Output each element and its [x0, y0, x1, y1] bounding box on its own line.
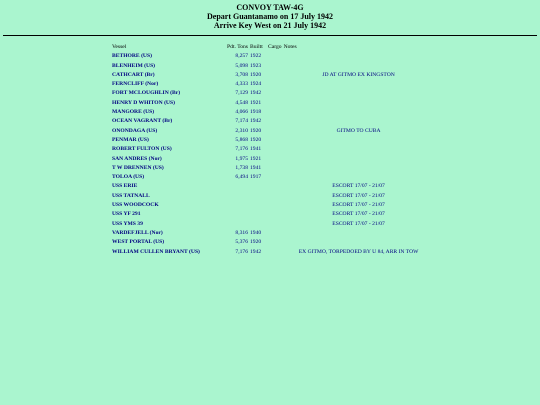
cell-cargo	[267, 173, 283, 182]
table-row	[111, 192, 435, 201]
cell-tons: 4,333	[235, 81, 248, 88]
cell-vessel: USS WOODCOCK	[112, 202, 159, 209]
cell-tons	[213, 210, 249, 219]
cell-built: 1918	[250, 109, 262, 116]
cell-cargo	[267, 99, 283, 108]
cell-vessel: FERNCLIFF (Nor)	[112, 81, 159, 88]
table-row	[111, 127, 435, 136]
cell-cargo	[267, 220, 283, 229]
cell-cargo	[267, 136, 283, 145]
cell-tons: 5,868	[235, 136, 248, 143]
depart-line: Depart Guantanamo on 17 July 1942	[206, 12, 333, 21]
cell-vessel: WEST PORTAL (US)	[112, 239, 165, 246]
cell-built: 1942	[250, 118, 262, 125]
cell-cargo	[267, 89, 283, 98]
cell-notes: JD AT GITMO EX KINGSTON	[322, 71, 395, 78]
cell-cargo	[267, 182, 283, 191]
cell-built	[249, 182, 267, 191]
cell-tons	[213, 182, 249, 191]
cell-tons: 5,098	[235, 62, 248, 69]
table-row	[111, 164, 435, 173]
table-row	[111, 145, 435, 154]
header-divider	[3, 35, 537, 36]
cell-built: 1924	[250, 81, 262, 88]
cell-notes	[283, 229, 435, 238]
cell-tons: 7,176	[235, 248, 248, 255]
col-built: Builtt	[250, 44, 263, 50]
cell-notes	[283, 80, 435, 89]
cell-tons: 3,708	[235, 71, 248, 78]
cell-cargo	[267, 238, 283, 247]
cell-built: 1921	[250, 155, 262, 162]
cell-tons: 4,548	[235, 99, 248, 106]
table-row	[111, 62, 435, 71]
cell-vessel: FORT MCLOUGHLIN (Br)	[112, 90, 181, 97]
cell-vessel: HENRY D WHITON (US)	[112, 99, 175, 106]
cell-built	[249, 192, 267, 201]
cell-vessel: BLENHEIM (US)	[112, 62, 156, 69]
cell-vessel: VARDEFJELL (Nor)	[112, 229, 163, 236]
cell-cargo	[267, 127, 283, 136]
cell-cargo	[267, 108, 283, 117]
col-cargo: Cargo	[268, 44, 282, 50]
cell-built: 1942	[250, 90, 262, 97]
arrive-line: Arrive Key West on 21 July 1942	[213, 21, 327, 30]
cell-vessel: USS YMS 39	[112, 220, 143, 227]
cell-tons: 7,129	[235, 90, 248, 97]
cell-notes	[283, 173, 435, 182]
col-tons: Pdt. Tons	[227, 44, 248, 50]
table-row	[111, 248, 435, 257]
cell-cargo	[267, 62, 283, 71]
cell-vessel: ONONDAGA (US)	[112, 127, 158, 134]
cell-notes	[283, 238, 435, 247]
table-row	[111, 155, 435, 164]
cell-notes	[283, 99, 435, 108]
cell-tons: 8,316	[235, 229, 248, 236]
cell-built: 1917	[250, 174, 262, 181]
table-row	[111, 71, 435, 80]
cell-tons: 8,257	[235, 53, 248, 60]
cell-vessel: SAN ANDRES (Nor)	[112, 155, 162, 162]
table-row	[111, 80, 435, 89]
table-row	[111, 238, 435, 247]
table-header-row	[111, 43, 435, 52]
table-row	[111, 182, 435, 191]
cell-notes	[283, 136, 435, 145]
cell-cargo	[267, 248, 283, 257]
table-row	[111, 108, 435, 117]
cell-cargo	[267, 210, 283, 219]
cell-tons: 2,310	[235, 127, 248, 134]
cell-vessel: WILLIAM CULLEN BRYANT (US)	[112, 248, 200, 255]
table-row	[111, 229, 435, 238]
cell-notes	[283, 52, 435, 61]
convoy-table	[111, 43, 435, 257]
cell-notes: ESCORT 17/07 - 21/07	[332, 202, 385, 209]
cell-cargo	[267, 71, 283, 80]
cell-vessel: CATHCART (Br)	[112, 71, 155, 78]
cell-built: 1942	[250, 248, 262, 255]
cell-notes: ESCORT 17/07 - 21/07	[332, 183, 385, 190]
cell-cargo	[267, 52, 283, 61]
cell-tons: 4,066	[235, 109, 248, 116]
cell-built: 1941	[250, 164, 262, 171]
table-row	[111, 99, 435, 108]
cell-tons	[213, 220, 249, 229]
cell-vessel: MANGORE (US)	[112, 109, 155, 116]
cell-notes: ESCORT 17/07 - 21/07	[332, 211, 385, 218]
table-row	[111, 136, 435, 145]
cell-cargo	[267, 164, 283, 173]
cell-cargo	[267, 117, 283, 126]
cell-notes: ESCORT 17/07 - 21/07	[332, 220, 385, 227]
cell-built: 1920	[250, 239, 262, 246]
cell-vessel: USS ERIE	[112, 183, 138, 190]
cell-built: 1941	[250, 146, 262, 153]
cell-tons: 7,176	[235, 146, 248, 153]
table-row	[111, 173, 435, 182]
page-header	[0, 0, 540, 30]
cell-vessel: OCEAN VAGRANT (Br)	[112, 118, 173, 125]
cell-built: 1921	[250, 99, 262, 106]
table-row	[111, 52, 435, 61]
cell-notes	[283, 108, 435, 117]
cell-vessel: BETHORE (US)	[112, 53, 152, 60]
cell-notes	[283, 89, 435, 98]
cell-built: 1922	[250, 53, 262, 60]
table-row	[111, 220, 435, 229]
cell-tons	[213, 201, 249, 210]
cell-notes: ESCORT 17/07 - 21/07	[332, 192, 385, 199]
cell-notes: GITMO TO CUBA	[336, 127, 381, 134]
cell-tons: 1,975	[235, 155, 248, 162]
cell-tons: 5,376	[235, 239, 248, 246]
cell-notes	[283, 145, 435, 154]
cell-cargo	[267, 201, 283, 210]
cell-tons: 1,738	[235, 164, 248, 171]
cell-built: 1920	[250, 136, 262, 143]
convoy-title: CONVOY TAW-4G	[236, 3, 304, 12]
cell-vessel: T W DRENNEN (US)	[112, 164, 164, 171]
cell-notes	[283, 164, 435, 173]
cell-notes	[283, 117, 435, 126]
col-notes: Notes	[283, 44, 297, 50]
cell-cargo	[267, 145, 283, 154]
table-row	[111, 201, 435, 210]
cell-notes: EX GITMO, TORPEDOED BY U 84, ARR IN TOW	[298, 248, 419, 255]
cell-built	[249, 210, 267, 219]
cell-vessel: USS TATNALL	[112, 192, 150, 199]
cell-built	[249, 201, 267, 210]
cell-cargo	[267, 229, 283, 238]
table-row	[111, 210, 435, 219]
cell-cargo	[267, 192, 283, 201]
cell-vessel: ROBERT FULTON (US)	[112, 146, 172, 153]
table-row	[111, 117, 435, 126]
cell-tons	[213, 192, 249, 201]
cell-vessel: PENMAR (US)	[112, 136, 149, 143]
col-vessel: Vessel	[112, 44, 127, 50]
cell-notes	[283, 62, 435, 71]
cell-vessel: TOLOA (US)	[112, 174, 145, 181]
cell-tons: 6,494	[235, 174, 248, 181]
cell-built: 1940	[250, 229, 262, 236]
cell-vessel: USS YF 291	[112, 211, 141, 218]
cell-built: 1923	[250, 62, 262, 69]
cell-tons: 7,174	[235, 118, 248, 125]
cell-cargo	[267, 80, 283, 89]
cell-built	[249, 220, 267, 229]
cell-notes	[283, 155, 435, 164]
cell-built: 1920	[250, 127, 262, 134]
table-row	[111, 89, 435, 98]
cell-cargo	[267, 155, 283, 164]
cell-built: 1920	[250, 71, 262, 78]
